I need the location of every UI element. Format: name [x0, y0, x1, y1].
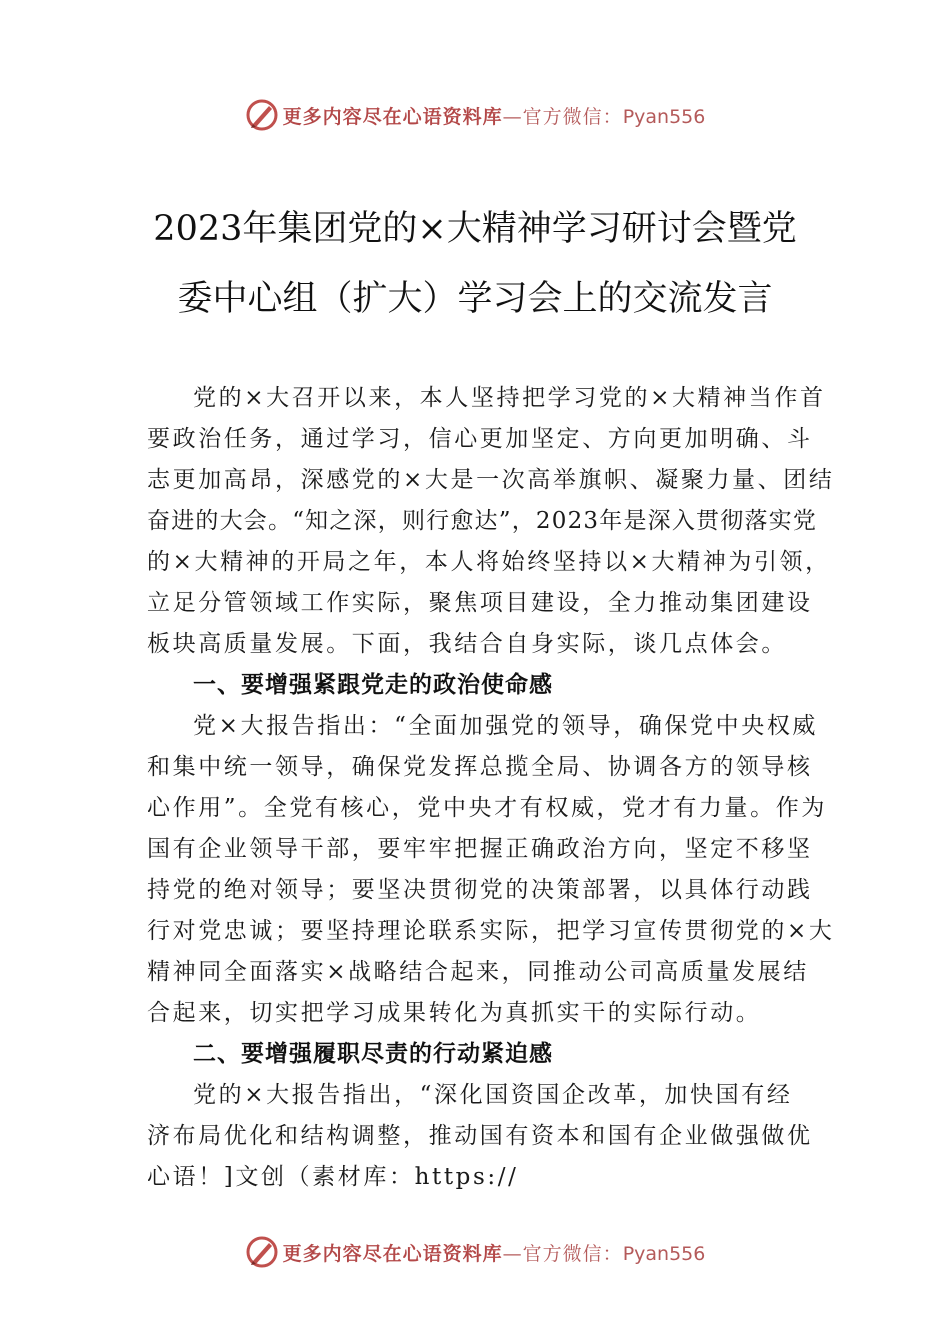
- banner-text: 更多内容尽在心语资料库—官方微信：Pyan556: [282, 105, 706, 128]
- paragraph-line: 合起来，切实把学习成果转化为真抓实干的实际行动。: [147, 1000, 762, 1026]
- paragraph-line: 党×大报告指出：“全面加强党的领导，确保党中央权威: [193, 713, 819, 739]
- paragraph-line: 党的×大报告指出，“深化国资国企改革，加快国有经: [193, 1082, 793, 1108]
- paragraph-line: 要政治任务，通过学习，信心更加坚定、方向更加明确、斗: [147, 426, 813, 452]
- paragraph-line: 党的×大召开以来，本人坚持把学习党的×大精神当作首: [193, 385, 826, 411]
- paragraph-line: 精神同全面落实×战略结合起来，同推动公司高质量发展结: [147, 959, 809, 985]
- document-body: [147, 378, 837, 1198]
- paragraph-line: 的×大精神的开局之年，本人将始终坚持以×大精神为引领，: [147, 549, 831, 575]
- section-heading-1: 一、要增强紧跟党走的政治使命感: [193, 672, 553, 698]
- document-title-line-2: 委中心组（扩大）学习会上的交流发言: [177, 279, 773, 319]
- pen-logo-icon: [245, 1235, 279, 1269]
- paragraph-line: 心语！]文创（素材库：https://: [147, 1164, 519, 1190]
- header-banner: [0, 95, 950, 135]
- paragraph-line: 板块高质量发展。下面，我结合自身实际，谈几点体会。: [147, 631, 787, 657]
- paragraph-line: 心作用”。全党有核心，党中央才有权威，党才有力量。作为: [147, 795, 827, 821]
- pen-logo-icon: [245, 98, 279, 132]
- section-heading-2: 二、要增强履职尽责的行动紧迫感: [193, 1041, 553, 1067]
- paragraph-line: 济布局优化和结构调整，推动国有资本和国有企业做强做优: [147, 1123, 813, 1149]
- banner-text: 更多内容尽在心语资料库—官方微信：Pyan556: [282, 1242, 706, 1265]
- paragraph-line: 志更加高昂，深感党的×大是一次高举旗帜、凝聚力量、团结: [147, 467, 835, 493]
- paragraph-line: 和集中统一领导，确保党发挥总揽全局、协调各方的领导核: [147, 754, 813, 780]
- paragraph-line: 国有企业领导干部，要牢牢把握正确政治方向，坚定不移坚: [147, 836, 813, 862]
- paragraph-line: 持党的绝对领导；要坚决贯彻党的决策部署，以具体行动践: [147, 877, 813, 903]
- paragraph-line: 奋进的大会。“知之深，则行愈达”，2023年是深入贯彻落实党: [147, 508, 818, 534]
- paragraph-line: 立足分管领域工作实际，聚焦项目建设，全力推动集团建设: [147, 590, 813, 616]
- document-title-line-1: 2023年集团党的×大精神学习研讨会暨党: [153, 209, 797, 249]
- footer-banner: [0, 1232, 950, 1272]
- paragraph-line: 行对党忠诚；要坚持理论联系实际，把学习宣传贯彻党的×大: [147, 918, 835, 944]
